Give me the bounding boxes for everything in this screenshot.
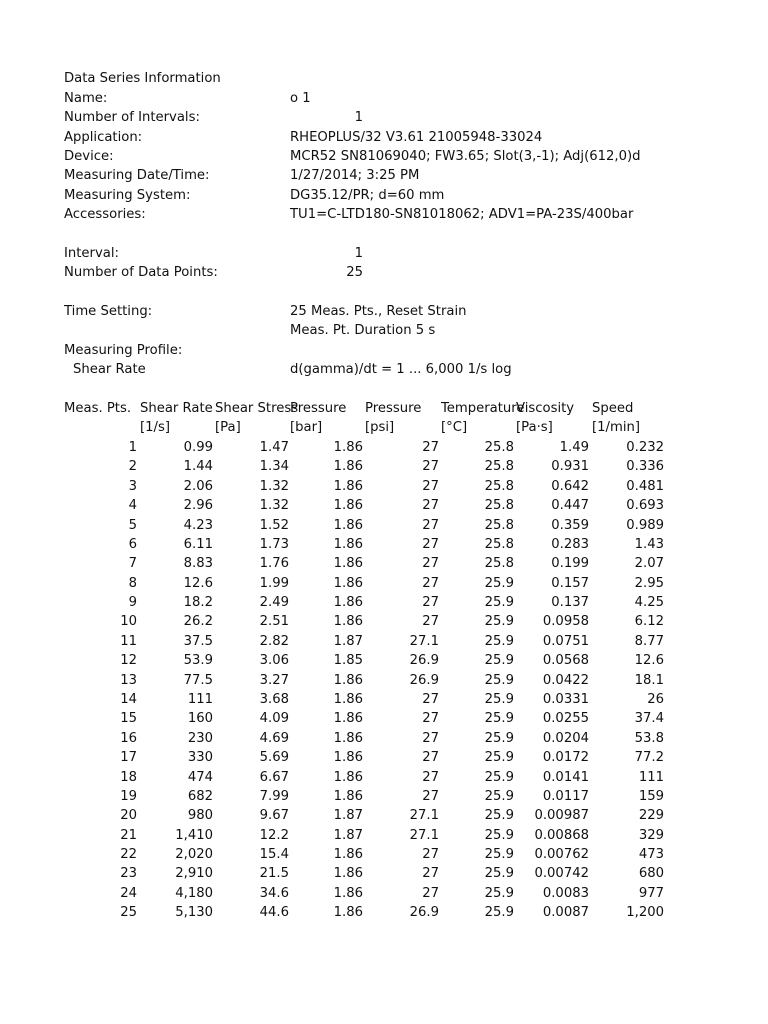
info-row-application — [0, 128, 768, 147]
table-cell: 0.0204 — [542, 730, 589, 746]
table-cell: 1.86 — [333, 711, 363, 727]
table-cell: 0.642 — [551, 478, 589, 494]
table-cell: 0.989 — [626, 517, 664, 533]
info-label: Device: — [64, 149, 114, 164]
table-cell: 27.1 — [409, 808, 439, 824]
table-cell: 2.51 — [259, 614, 289, 630]
table-cell: 9 — [128, 595, 137, 610]
table-cell: 6 — [128, 536, 137, 552]
info-row-device — [0, 147, 768, 166]
table-cell: 1,200 — [626, 905, 664, 921]
table-cell: 27 — [422, 769, 439, 785]
table-cell: 0.0117 — [542, 788, 589, 804]
table-row — [0, 864, 768, 883]
info-label: Number of Intervals: — [64, 110, 200, 125]
info-value: MCR52 SN81069040; FW3.65; Slot(3,-1); Adj(612,0)d — [290, 149, 641, 164]
table-units-row — [0, 418, 768, 437]
table-cell: 25.9 — [484, 808, 514, 824]
column-header: Pressure — [365, 401, 422, 416]
table-cell: 18 — [120, 769, 137, 785]
profile-value: d(gamma)/dt = 1 ... 6,000 1/s log — [290, 362, 512, 377]
table-cell: 0.336 — [626, 459, 664, 475]
table-cell: 7 — [128, 556, 137, 572]
table-cell: 1.86 — [333, 691, 363, 707]
table-row — [0, 516, 768, 535]
table-cell: 25.9 — [484, 885, 514, 901]
table-row — [0, 438, 768, 457]
table-row — [0, 554, 768, 573]
table-cell: 3.06 — [259, 653, 289, 669]
table-cell: 25.9 — [484, 691, 514, 707]
table-cell: 977 — [638, 885, 664, 901]
table-cell: 14 — [120, 691, 137, 707]
data-points-row — [0, 263, 768, 282]
table-row — [0, 787, 768, 806]
table-cell: 25.9 — [484, 595, 514, 610]
time-setting-row — [0, 302, 768, 321]
table-cell: 23 — [120, 866, 137, 882]
table-cell: 8.77 — [634, 633, 664, 649]
table-row — [0, 457, 768, 476]
table-cell: 0.0958 — [542, 614, 589, 630]
table-cell: 37.4 — [634, 711, 664, 727]
table-cell: 15.4 — [259, 847, 289, 862]
section-title-row — [0, 69, 768, 88]
table-cell: 1.86 — [333, 905, 363, 921]
table-cell: 6.67 — [259, 769, 289, 785]
info-label: Measuring System: — [64, 188, 191, 203]
table-cell: 1.87 — [333, 808, 363, 824]
table-cell: 0.0172 — [542, 750, 589, 766]
table-cell: 1.76 — [259, 556, 289, 572]
table-cell: 27 — [422, 730, 439, 746]
table-row — [0, 806, 768, 825]
table-cell: 26 — [647, 691, 664, 707]
table-cell: 1.86 — [333, 575, 363, 591]
table-cell: 0.00987 — [534, 808, 589, 824]
table-cell: 27 — [422, 478, 439, 494]
info-value: o 1 — [290, 91, 311, 106]
table-cell: 16 — [120, 730, 137, 746]
table-cell: 25 — [120, 905, 137, 921]
table-cell: 27.1 — [409, 633, 439, 649]
table-cell: 25.8 — [484, 478, 514, 494]
table-cell: 1.86 — [333, 788, 363, 804]
table-cell: 8.83 — [183, 556, 213, 572]
table-cell: 1.86 — [333, 672, 363, 688]
table-cell: 1.73 — [259, 536, 289, 552]
table-cell: 2,910 — [175, 866, 213, 882]
table-cell: 0.0422 — [542, 672, 589, 688]
column-header: Viscosity — [516, 401, 575, 416]
table-row — [0, 612, 768, 631]
table-cell: 9.67 — [259, 808, 289, 824]
table-cell: 1 — [128, 440, 137, 455]
table-row — [0, 496, 768, 515]
table-cell: 27 — [422, 847, 439, 862]
table-cell: 25.9 — [484, 847, 514, 862]
table-cell: 229 — [638, 808, 664, 824]
table-cell: 2.06 — [183, 478, 213, 494]
table-cell: 1.85 — [333, 653, 363, 669]
table-cell: 1.86 — [333, 498, 363, 514]
table-cell: 15 — [120, 711, 137, 727]
table-cell: 3 — [128, 478, 137, 494]
table-cell: 27 — [422, 459, 439, 475]
table-cell: 25.9 — [484, 788, 514, 804]
table-cell: 1.86 — [333, 730, 363, 746]
table-cell: 1.86 — [333, 750, 363, 766]
table-cell: 6.11 — [183, 536, 213, 552]
table-cell: 1.86 — [333, 866, 363, 882]
profile-row — [0, 341, 768, 360]
info-row-system — [0, 186, 768, 205]
table-cell: 159 — [638, 788, 664, 804]
table-cell: 26.9 — [409, 672, 439, 688]
table-cell: 27 — [422, 498, 439, 514]
table-cell: 27 — [422, 440, 439, 455]
table-cell: 77.2 — [634, 750, 664, 766]
time-setting-row-2 — [0, 321, 768, 340]
info-row-name — [0, 89, 768, 108]
table-cell: 2.96 — [183, 498, 213, 514]
table-cell: 473 — [638, 847, 664, 862]
table-cell: 12.6 — [183, 575, 213, 591]
column-header: Speed — [592, 401, 634, 416]
table-cell: 1.87 — [333, 633, 363, 649]
column-unit: [1/min] — [592, 420, 640, 435]
table-cell: 1,410 — [175, 827, 213, 843]
table-cell: 1.44 — [183, 459, 213, 475]
table-cell: 0.99 — [183, 440, 213, 455]
table-cell: 1.99 — [259, 575, 289, 591]
table-cell: 0.232 — [626, 440, 664, 455]
info-label: Measuring Date/Time: — [64, 168, 210, 183]
table-cell: 1.87 — [333, 827, 363, 843]
table-cell: 0.0087 — [542, 905, 589, 921]
table-cell: 26.9 — [409, 905, 439, 921]
table-row — [0, 845, 768, 864]
table-row — [0, 690, 768, 709]
table-cell: 27 — [422, 517, 439, 533]
table-cell: 1.86 — [333, 885, 363, 901]
table-cell: 53.8 — [634, 730, 664, 746]
column-header: Temperature — [441, 401, 525, 416]
table-cell: 25.9 — [484, 672, 514, 688]
table-cell: 0.931 — [551, 459, 589, 475]
table-cell: 2.95 — [634, 575, 664, 591]
table-cell: 0.0568 — [542, 653, 589, 669]
table-cell: 27 — [422, 614, 439, 630]
table-row — [0, 671, 768, 690]
column-header: Pressure — [290, 401, 347, 416]
table-cell: 1.86 — [333, 478, 363, 494]
info-value: 1 — [354, 110, 363, 125]
table-cell: 21.5 — [259, 866, 289, 882]
table-cell: 25.8 — [484, 498, 514, 514]
table-cell: 1.32 — [259, 498, 289, 514]
info-value: 1/27/2014; 3:25 PM — [290, 168, 420, 183]
table-cell: 27 — [422, 711, 439, 727]
interval-row — [0, 244, 768, 263]
table-cell: 3.27 — [259, 672, 289, 688]
table-cell: 2.82 — [259, 633, 289, 649]
table-cell: 13 — [120, 672, 137, 688]
table-cell: 4,180 — [175, 885, 213, 901]
table-cell: 0.00762 — [534, 847, 589, 862]
table-cell: 37.5 — [183, 633, 213, 649]
table-cell: 0.0083 — [542, 885, 589, 901]
table-cell: 0.359 — [551, 517, 589, 533]
table-cell: 18.1 — [634, 672, 664, 688]
table-row — [0, 884, 768, 903]
table-cell: 329 — [638, 827, 664, 843]
table-cell: 34.6 — [259, 885, 289, 901]
table-cell: 5 — [128, 517, 137, 533]
table-cell: 25.9 — [484, 575, 514, 591]
table-cell: 1.86 — [333, 595, 363, 610]
table-cell: 160 — [187, 711, 213, 727]
table-row — [0, 729, 768, 748]
info-value: TU1=C-LTD180-SN81018062; ADV1=PA-23S/400bar — [290, 207, 634, 222]
table-cell: 25.9 — [484, 827, 514, 843]
table-cell: 0.00742 — [534, 866, 589, 882]
column-unit: [psi] — [365, 420, 395, 435]
time-setting-value-2: Meas. Pt. Duration 5 s — [290, 323, 436, 338]
table-cell: 4.09 — [259, 711, 289, 727]
table-cell: 6.12 — [634, 614, 664, 630]
profile-sublabel: Shear Rate — [73, 362, 146, 377]
column-unit: [1/s] — [140, 420, 170, 435]
table-cell: 4.23 — [183, 517, 213, 533]
table-cell: 25.9 — [484, 711, 514, 727]
table-cell: 27 — [422, 866, 439, 882]
table-cell: 27 — [422, 788, 439, 804]
table-cell: 1.86 — [333, 614, 363, 630]
table-cell: 26.2 — [183, 614, 213, 630]
table-cell: 1.86 — [333, 440, 363, 455]
table-cell: 1.49 — [559, 440, 589, 455]
column-unit: [Pa·s] — [516, 420, 553, 435]
table-cell: 25.8 — [484, 440, 514, 455]
table-cell: 1.43 — [634, 536, 664, 552]
table-cell: 1.86 — [333, 536, 363, 552]
table-row — [0, 593, 768, 612]
table-cell: 22 — [120, 847, 137, 862]
table-cell: 18.2 — [183, 595, 213, 610]
table-cell: 25.9 — [484, 750, 514, 766]
table-cell: 8 — [128, 575, 137, 591]
table-cell: 5,130 — [175, 905, 213, 921]
info-label: Accessories: — [64, 207, 146, 222]
data-points-value: 25 — [346, 265, 363, 280]
table-row — [0, 477, 768, 496]
table-cell: 44.6 — [259, 905, 289, 921]
table-cell: 4.69 — [259, 730, 289, 746]
table-cell: 12 — [120, 653, 137, 669]
table-cell: 1.86 — [333, 769, 363, 785]
table-cell: 1.86 — [333, 459, 363, 475]
table-cell: 474 — [187, 769, 213, 785]
table-cell: 27 — [422, 556, 439, 572]
data-points-label: Number of Data Points: — [64, 265, 218, 280]
table-cell: 11 — [120, 633, 137, 649]
table-cell: 0.447 — [551, 498, 589, 514]
table-cell: 10 — [120, 614, 137, 630]
table-cell: 25.9 — [484, 769, 514, 785]
table-cell: 0.157 — [551, 575, 589, 591]
table-cell: 1.86 — [333, 517, 363, 533]
table-cell: 1.32 — [259, 478, 289, 494]
table-cell: 27 — [422, 691, 439, 707]
table-cell: 25.9 — [484, 633, 514, 649]
info-value: DG35.12/PR; d=60 mm — [290, 188, 445, 203]
table-cell: 0.0141 — [542, 769, 589, 785]
table-row — [0, 748, 768, 767]
table-row — [0, 826, 768, 845]
table-cell: 25.8 — [484, 556, 514, 572]
table-cell: 2,020 — [175, 847, 213, 862]
table-cell: 2.07 — [634, 556, 664, 572]
table-cell: 25.9 — [484, 730, 514, 746]
table-cell: 680 — [638, 866, 664, 882]
table-cell: 330 — [187, 750, 213, 766]
table-cell: 2.49 — [259, 595, 289, 610]
interval-label: Interval: — [64, 246, 119, 261]
table-cell: 25.9 — [484, 614, 514, 630]
table-cell: 27 — [422, 575, 439, 591]
table-cell: 77.5 — [183, 672, 213, 688]
table-cell: 25.8 — [484, 536, 514, 552]
table-cell: 25.9 — [484, 653, 514, 669]
table-row — [0, 535, 768, 554]
table-cell: 25.9 — [484, 905, 514, 921]
table-cell: 25.9 — [484, 866, 514, 882]
table-cell: 0.137 — [551, 595, 589, 610]
section-title: Data Series Information — [64, 71, 221, 86]
column-header: Meas. Pts. — [64, 401, 132, 416]
column-unit: [°C] — [441, 420, 468, 435]
table-row — [0, 574, 768, 593]
table-cell: 1.52 — [259, 517, 289, 533]
table-cell: 21 — [120, 827, 137, 843]
table-row — [0, 709, 768, 728]
table-cell: 1.86 — [333, 556, 363, 572]
table-cell: 27 — [422, 536, 439, 552]
table-cell: 17 — [120, 750, 137, 766]
info-label: Name: — [64, 91, 108, 106]
info-label: Application: — [64, 130, 143, 145]
table-cell: 7.99 — [259, 788, 289, 804]
profile-shear-rate-row — [0, 360, 768, 379]
table-cell: 980 — [187, 808, 213, 824]
table-row — [0, 903, 768, 922]
table-cell: 5.69 — [259, 750, 289, 766]
table-cell: 111 — [638, 769, 664, 785]
table-cell: 12.6 — [634, 653, 664, 669]
info-row-intervals — [0, 108, 768, 127]
table-cell: 27 — [422, 750, 439, 766]
table-cell: 24 — [120, 885, 137, 901]
table-row — [0, 651, 768, 670]
table-cell: 2 — [128, 459, 137, 475]
table-cell: 27 — [422, 595, 439, 610]
table-cell: 0.693 — [626, 498, 664, 514]
table-cell: 1.86 — [333, 847, 363, 862]
table-cell: 0.00868 — [534, 827, 589, 843]
column-unit: [bar] — [290, 420, 323, 435]
table-row — [0, 768, 768, 787]
table-cell: 0.0255 — [542, 711, 589, 727]
table-cell: 0.0331 — [542, 691, 589, 707]
interval-value: 1 — [354, 246, 363, 261]
table-cell: 53.9 — [183, 653, 213, 669]
table-cell: 25.8 — [484, 459, 514, 475]
info-row-datetime — [0, 166, 768, 185]
table-cell: 20 — [120, 808, 137, 824]
table-cell: 25.8 — [484, 517, 514, 533]
info-row-accessories — [0, 205, 768, 224]
table-cell: 19 — [120, 788, 137, 804]
column-header: Shear Rate — [140, 401, 213, 416]
table-cell: 0.199 — [551, 556, 589, 572]
table-cell: 111 — [187, 691, 213, 707]
profile-label: Measuring Profile: — [64, 343, 183, 358]
table-cell: 27.1 — [409, 827, 439, 843]
table-cell: 3.68 — [259, 691, 289, 707]
column-unit: [Pa] — [215, 420, 241, 435]
table-cell: 230 — [187, 730, 213, 746]
table-row — [0, 632, 768, 651]
table-cell: 0.481 — [626, 478, 664, 494]
table-cell: 0.0751 — [542, 633, 589, 649]
time-setting-value: 25 Meas. Pts., Reset Strain — [290, 304, 467, 319]
table-header-row — [0, 399, 768, 418]
table-cell: 682 — [187, 788, 213, 804]
info-value: RHEOPLUS/32 V3.61 21005948-33024 — [290, 130, 543, 145]
table-cell: 1.47 — [259, 440, 289, 455]
table-cell: 27 — [422, 885, 439, 901]
table-cell: 0.283 — [551, 536, 589, 552]
table-cell: 26.9 — [409, 653, 439, 669]
table-cell: 4.25 — [634, 595, 664, 610]
time-setting-label: Time Setting: — [64, 304, 153, 319]
table-cell: 12.2 — [259, 827, 289, 843]
table-cell: 4 — [128, 498, 137, 514]
column-header: Shear Stress — [215, 401, 299, 416]
table-cell: 1.34 — [259, 459, 289, 475]
